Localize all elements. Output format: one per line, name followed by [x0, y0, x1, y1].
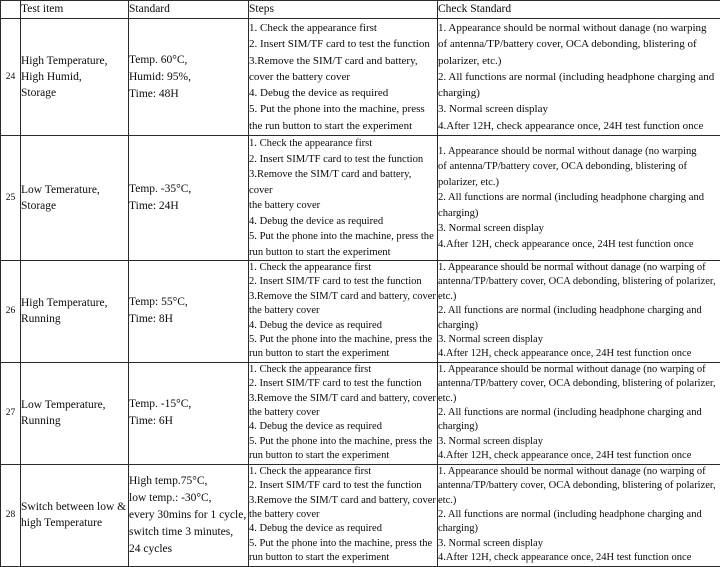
check-standard-cell-line: 3. Normal screen display	[438, 333, 720, 347]
check-standard-cell-line: 3. Normal screen display	[438, 221, 720, 237]
check-standard-cell-line: polarizer, etc.)	[438, 175, 720, 191]
check-standard-cell-line: 4.After 12H, check appearance once, 24H test function once	[438, 551, 720, 565]
test-item-cell-line: High Temperature,	[21, 295, 128, 311]
standard-cell-line: Time: 48H	[129, 86, 248, 103]
table-row	[1, 136, 720, 261]
check-standard-cell-line: antenna/TP/battery cover, OCA debonding, blistering of polarizer,	[438, 377, 720, 391]
steps-cell-line: 2. Insert SIM/TF card to test the function	[249, 36, 437, 52]
standard-cell-line: every 30mins for 1 cycle,	[129, 507, 248, 524]
steps-cell-line: 2. Insert SIM/TF card to test the function	[249, 152, 437, 168]
check-standard-cell-line: 3. Normal screen display	[438, 101, 720, 117]
steps-cell-line: 4. Debug the device as required	[249, 420, 437, 434]
steps-cell-line: run button to start the experiment	[249, 347, 437, 361]
column-header-index	[1, 1, 21, 19]
check-standard-cell-line: of antenna/TP/battery cover, OCA debonding, blistering of	[438, 36, 720, 52]
check-standard-cell-line: 2. All functions are normal (including headphone charging and	[438, 304, 720, 318]
row-index-cell: 25	[1, 136, 21, 261]
standard-cell-line: Time: 24H	[129, 198, 248, 215]
steps-cell	[249, 464, 438, 566]
standard-cell-line: Temp. -35°C,	[129, 181, 248, 198]
steps-cell-line: 1. Check the appearance first	[249, 136, 437, 152]
steps-cell-line: 2. Insert SIM/TF card to test the function	[249, 377, 437, 391]
check-standard-cell-line: 1. Appearance should be normal without danage (no warping of	[438, 465, 720, 479]
steps-cell-line: 1. Check the appearance first	[249, 363, 437, 377]
column-header-test-item: Test item	[21, 1, 129, 19]
check-standard-cell-line: 1. Appearance should be normal without danage (no warping	[438, 144, 720, 160]
check-standard-cell-line: etc.)	[438, 392, 720, 406]
steps-cell-line: 4. Debug the device as required	[249, 522, 437, 536]
check-standard-cell-line: 4.After 12H, check appearance once, 24H test function once	[438, 449, 720, 463]
check-standard-cell-line: 3. Normal screen display	[438, 537, 720, 551]
steps-cell-line: 3.Remove the SIM/T card and battery, cover	[249, 392, 437, 406]
check-standard-cell-line: 2. All functions are normal (including headphone charging and	[438, 406, 720, 420]
steps-cell-line: 5. Put the phone into the machine, press the	[249, 435, 437, 449]
steps-cell-line: 3.Remove the SIM/T card and battery,	[249, 53, 437, 69]
table-row	[1, 464, 720, 566]
check-standard-cell	[438, 464, 720, 566]
test-item-cell	[21, 136, 129, 261]
steps-cell-line: the battery cover	[249, 406, 437, 420]
steps-cell-line: 4. Debug the device as required	[249, 85, 437, 101]
steps-cell-line: 1. Check the appearance first	[249, 261, 437, 275]
steps-cell	[249, 362, 438, 464]
steps-cell-line: 1. Check the appearance first	[249, 20, 437, 36]
header-row	[1, 1, 720, 19]
steps-cell-line: run button to start the experiment	[249, 551, 437, 565]
steps-cell-line: the run button to start the experiment	[249, 118, 437, 134]
table-body	[1, 19, 720, 567]
check-standard-cell-line: 2. All functions are normal (including headphone charging and	[438, 190, 720, 206]
steps-cell-line: 3.Remove the SIM/T card and battery, cover	[249, 494, 437, 508]
check-standard-cell-line: charging)	[438, 420, 720, 434]
test-item-cell	[21, 464, 129, 566]
table-row	[1, 362, 720, 464]
test-item-cell-line: Low Temperature,	[21, 397, 128, 413]
check-standard-cell-line: polarizer, etc.)	[438, 53, 720, 69]
table-row	[1, 261, 720, 363]
column-header-check-standard: Check Standard	[438, 1, 720, 19]
standard-cell-line: low temp.: -30°C,	[129, 490, 248, 507]
row-index-cell: 28	[1, 464, 21, 566]
standard-cell	[129, 464, 249, 566]
standard-cell-line: Temp. -15°C,	[129, 396, 248, 413]
check-standard-cell-line: 2. All functions are normal (including headphone charging and	[438, 69, 720, 85]
standard-cell-line: switch time 3 minutes,	[129, 524, 248, 541]
standard-cell	[129, 362, 249, 464]
steps-cell-line: run button to start the experiment	[249, 245, 437, 261]
check-standard-cell-line: 3. Normal screen display	[438, 435, 720, 449]
check-standard-cell	[438, 261, 720, 363]
steps-cell	[249, 19, 438, 136]
column-header-steps: Steps	[249, 1, 438, 19]
row-index-cell: 27	[1, 362, 21, 464]
standard-cell-line: Temp: 55°C,	[129, 294, 248, 311]
test-item-cell-line: Storage	[21, 85, 128, 101]
test-item-cell-line: high Temperature	[21, 515, 128, 531]
check-standard-cell	[438, 136, 720, 261]
check-standard-cell-line: 1. Appearance should be normal without danage (no warping of	[438, 261, 720, 275]
steps-cell-line: 3.Remove the SIM/T card and battery, cover	[249, 167, 437, 198]
check-standard-cell-line: antenna/TP/battery cover, OCA debonding, blistering of polarizer,	[438, 479, 720, 493]
table-row	[1, 19, 720, 136]
check-standard-cell-line: 4.After 12H, check appearance once, 24H test function once	[438, 347, 720, 361]
standard-cell-line: Temp. 60°C,	[129, 52, 248, 69]
test-item-cell	[21, 362, 129, 464]
steps-cell-line: the battery cover	[249, 198, 437, 214]
standard-cell	[129, 19, 249, 136]
check-standard-cell-line: charging)	[438, 319, 720, 333]
test-item-cell-line: Storage	[21, 198, 128, 214]
check-standard-cell-line: 4.After 12H, check appearance once, 24H test function once	[438, 118, 720, 134]
steps-cell	[249, 261, 438, 363]
test-item-cell-line: Low Temerature,	[21, 182, 128, 198]
standard-cell-line: Time: 6H	[129, 413, 248, 430]
test-item-cell-line: High Temperature,	[21, 53, 128, 69]
steps-cell-line: 5. Put the phone into the machine, press the	[249, 537, 437, 551]
row-index-cell: 26	[1, 261, 21, 363]
check-standard-cell-line: etc.)	[438, 290, 720, 304]
steps-cell-line: 2. Insert SIM/TF card to test the function	[249, 479, 437, 493]
steps-cell-line: 3.Remove the SIM/T card and battery, cover	[249, 290, 437, 304]
check-standard-cell-line: 2. All functions are normal (including headphone charging and	[438, 508, 720, 522]
steps-cell-line: 5. Put the phone into the machine, press	[249, 101, 437, 117]
check-standard-cell-line: etc.)	[438, 494, 720, 508]
row-index-cell: 24	[1, 19, 21, 136]
steps-cell-line: 1. Check the appearance first	[249, 465, 437, 479]
steps-cell-line: 4. Debug the device as required	[249, 319, 437, 333]
steps-cell-line: the battery cover	[249, 304, 437, 318]
check-standard-cell-line: 4.After 12H, check appearance once, 24H test function once	[438, 237, 720, 253]
standard-cell	[129, 136, 249, 261]
steps-cell-line: cover the battery cover	[249, 69, 437, 85]
steps-cell-line: 5. Put the phone into the machine, press the	[249, 333, 437, 347]
test-item-cell-line: Switch between low &	[21, 499, 128, 515]
standard-cell-line: High temp.75°C,	[129, 473, 248, 490]
check-standard-cell-line: 1. Appearance should be normal without danage (no warping of	[438, 363, 720, 377]
steps-cell-line: run button to start the experiment	[249, 449, 437, 463]
test-item-cell-line: Running	[21, 413, 128, 429]
check-standard-cell-line: of antenna/TP/battery cover, OCA debonding, blistering of	[438, 159, 720, 175]
test-item-cell-line: High Humid,	[21, 69, 128, 85]
check-standard-cell-line: charging)	[438, 522, 720, 536]
check-standard-cell	[438, 19, 720, 136]
standard-cell-line: 24 cycles	[129, 541, 248, 558]
steps-cell-line: the battery cover	[249, 508, 437, 522]
column-header-standard: Standard	[129, 1, 249, 19]
table-header	[1, 1, 720, 19]
check-standard-cell-line: charging)	[438, 85, 720, 101]
check-standard-cell-line: charging)	[438, 206, 720, 222]
steps-cell-line: 4. Debug the device as required	[249, 214, 437, 230]
steps-cell	[249, 136, 438, 261]
steps-cell-line: 2. Insert SIM/TF card to test the function	[249, 275, 437, 289]
test-item-cell	[21, 261, 129, 363]
check-standard-cell-line: 1. Appearance should be normal without danage (no warping	[438, 20, 720, 36]
check-standard-cell	[438, 362, 720, 464]
test-item-cell	[21, 19, 129, 136]
standard-cell-line: Time: 8H	[129, 311, 248, 328]
test-item-cell-line: Running	[21, 311, 128, 327]
standard-cell	[129, 261, 249, 363]
steps-cell-line: 5. Put the phone into the machine, press the	[249, 229, 437, 245]
check-standard-cell-line: antenna/TP/battery cover, OCA debonding, blistering of polarizer,	[438, 275, 720, 289]
standard-cell-line: Humid: 95%,	[129, 69, 248, 86]
